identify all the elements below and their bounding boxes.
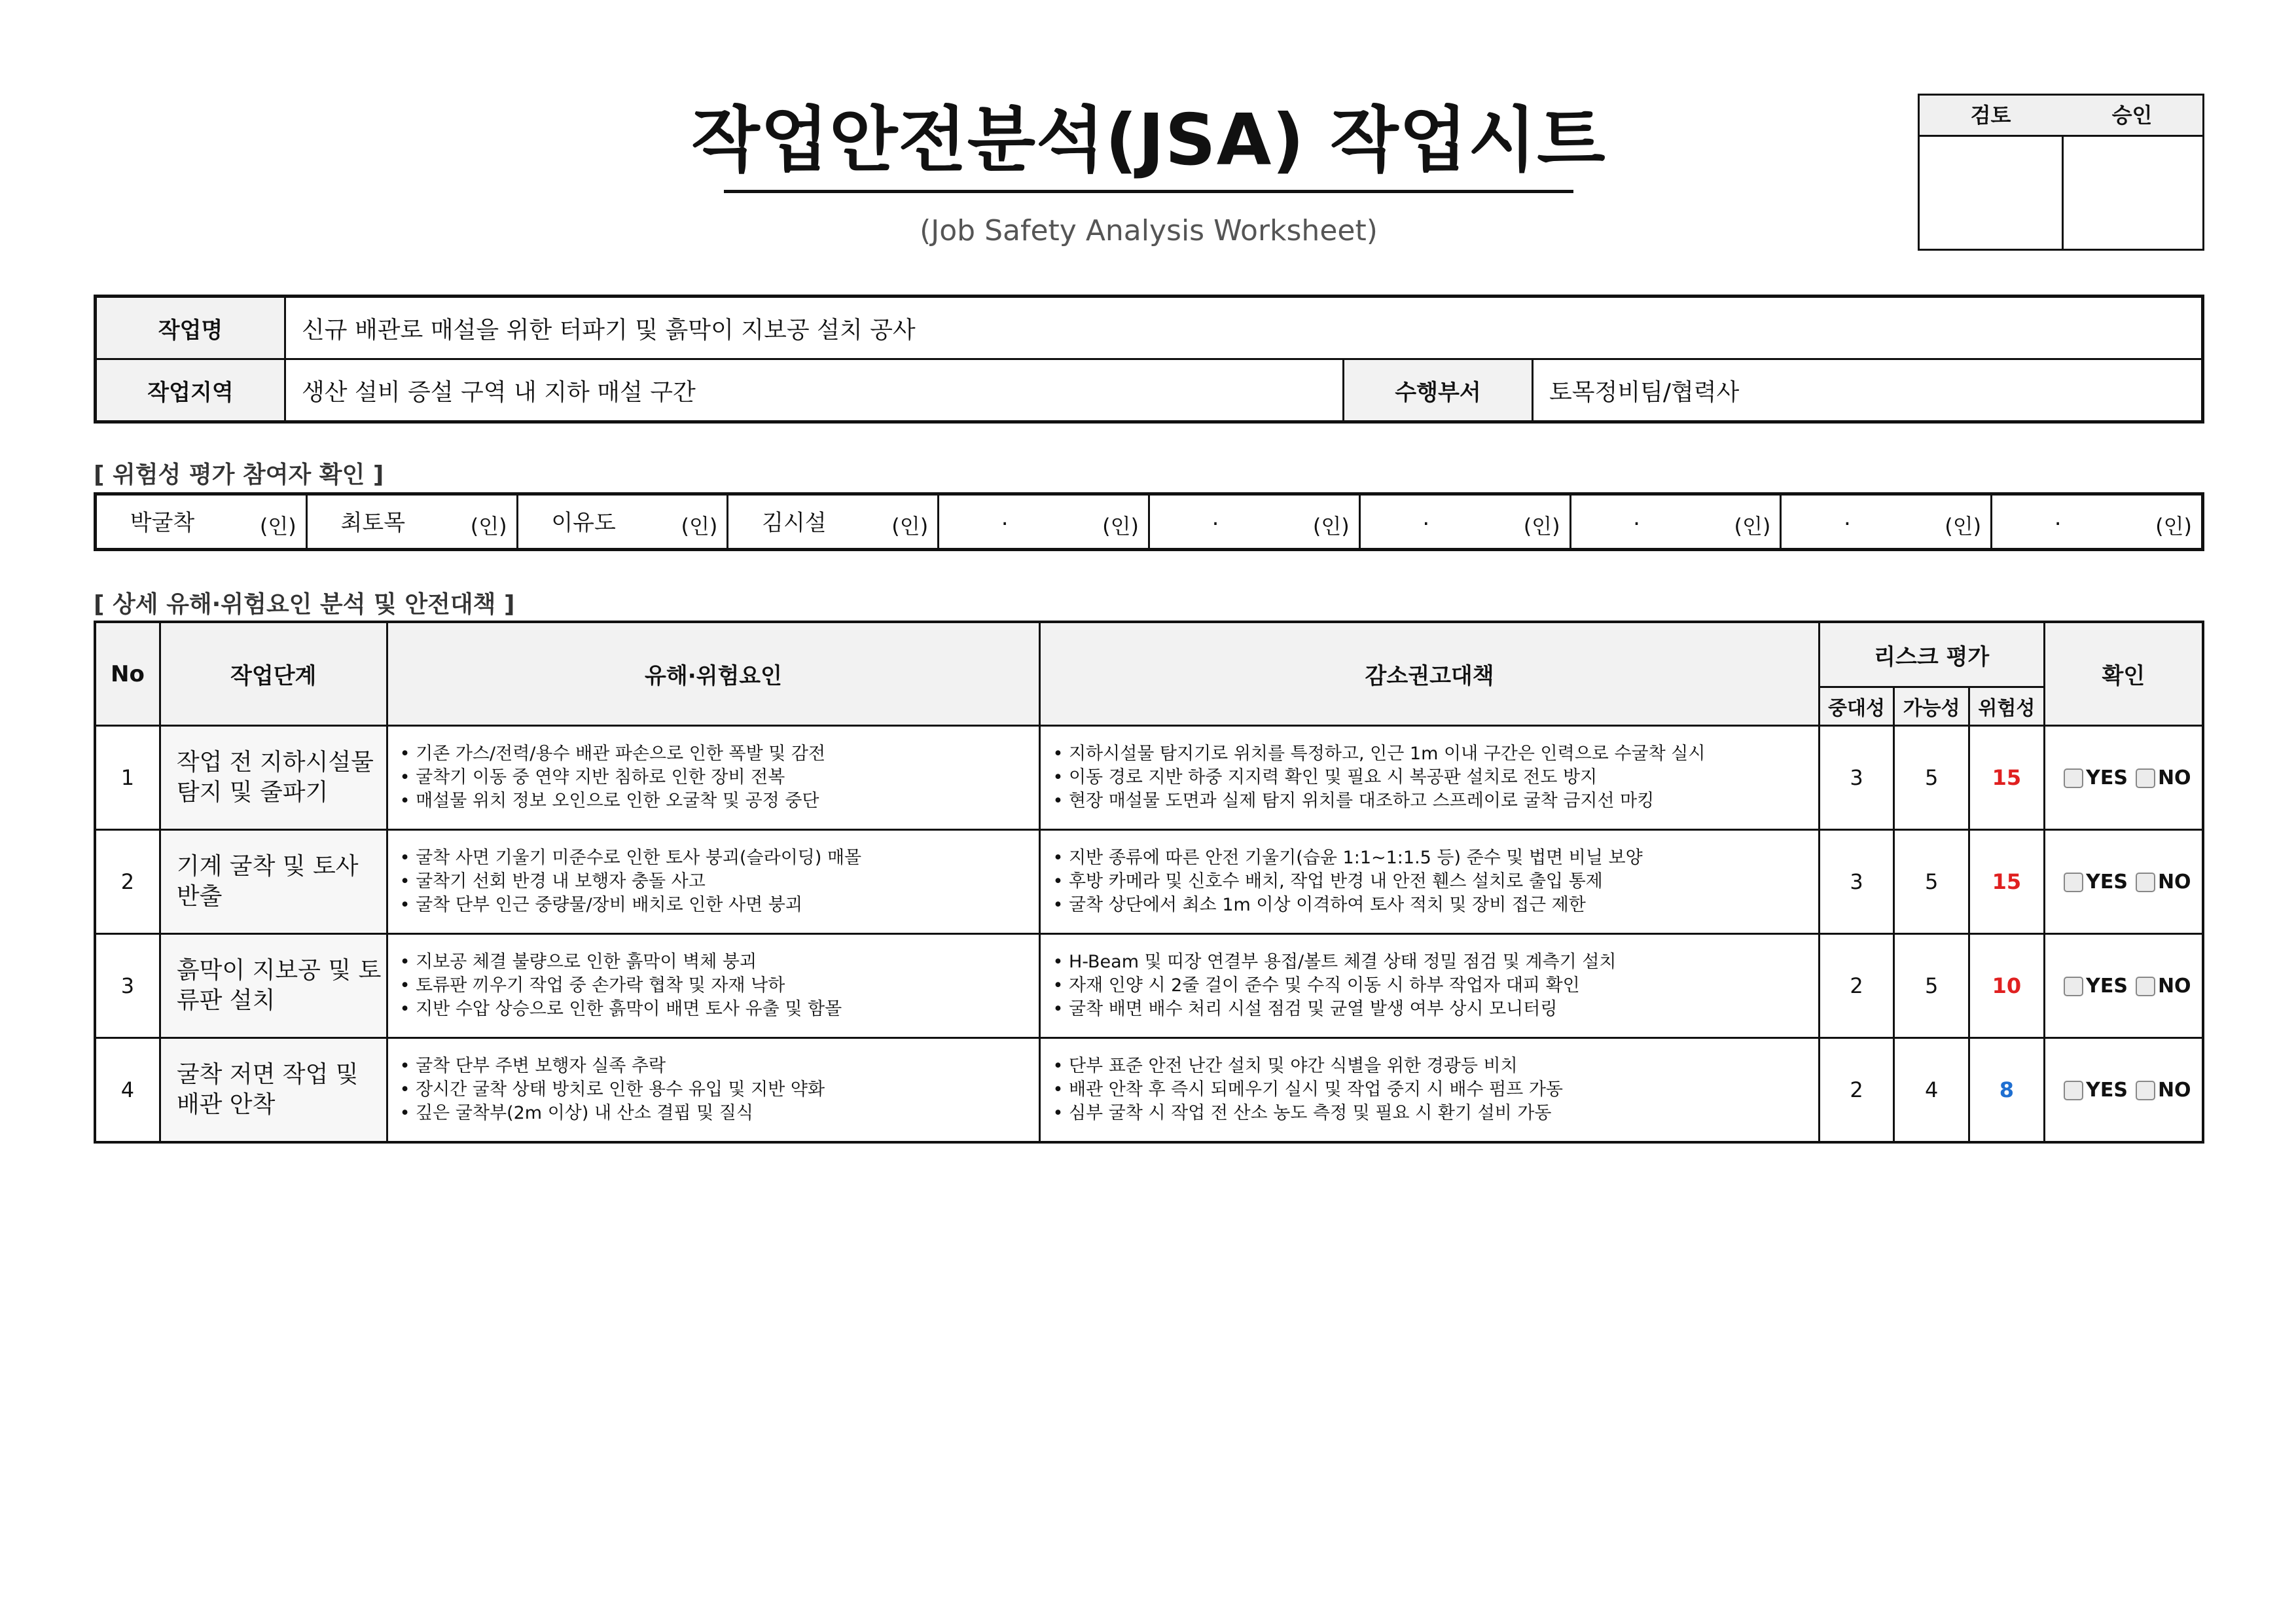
table-row bbox=[95, 726, 2203, 830]
work-step: 작업 전 지하시설물 탐지 및 줄파기 bbox=[160, 726, 387, 830]
dept-label: 수행부서 bbox=[1344, 359, 1533, 422]
participant-seal: (인) bbox=[1102, 514, 1139, 539]
measure-list bbox=[1040, 830, 1819, 934]
confirm-yes-label: YES bbox=[2086, 975, 2128, 998]
measure-item: • 굴착 배면 배수 처리 시설 점검 및 균열 발생 여부 상시 모니터링 bbox=[1052, 999, 1558, 1019]
confirm-no-label: NO bbox=[2157, 1079, 2191, 1102]
col-measure-header: 감소권고대책 bbox=[1040, 622, 1819, 726]
job-name-label: 작업명 bbox=[96, 297, 285, 359]
measure-item: • 지하시설물 탐지기로 위치를 특정하고, 인근 1m 이내 구간은 인력으로 수굴착 실시 bbox=[1052, 744, 1706, 764]
risk-value: 10 bbox=[1969, 934, 2044, 1038]
hazard-list bbox=[387, 830, 1040, 934]
confirm-cell bbox=[2044, 934, 2203, 1038]
likelihood-value: 5 bbox=[1894, 934, 1969, 1038]
participant-name: 김시설 bbox=[762, 510, 827, 536]
participant-name: 박굴착 bbox=[130, 510, 195, 536]
confirm-no-label: NO bbox=[2157, 871, 2191, 893]
confirm-no-checkbox[interactable] bbox=[2136, 1081, 2155, 1100]
participant-cell[interactable] bbox=[939, 494, 1149, 550]
participant-cell[interactable] bbox=[1570, 494, 1781, 550]
measure-item: • 배관 안착 후 즉시 되메우기 실시 및 작업 중지 시 배수 펌프 가동 bbox=[1052, 1079, 1563, 1100]
hazard-list bbox=[387, 1038, 1040, 1143]
hazard-list bbox=[387, 934, 1040, 1038]
work-area-value[interactable]: 생산 설비 증설 구역 내 지하 매설 구간 bbox=[285, 359, 1344, 422]
table-row bbox=[95, 1038, 2203, 1143]
approval-review-label: 검토 bbox=[1920, 96, 2064, 137]
confirm-yes-checkbox[interactable] bbox=[2064, 1081, 2083, 1100]
table-row bbox=[95, 934, 2203, 1038]
confirm-yes-label: YES bbox=[2086, 767, 2128, 789]
participant-seal: (인) bbox=[1312, 514, 1350, 539]
measure-item: • 후방 카메라 및 신호수 배치, 작업 반경 내 안전 휀스 설치로 출입 통제 bbox=[1052, 871, 1603, 892]
likelihood-value: 4 bbox=[1894, 1038, 1969, 1143]
jsa-analysis-table bbox=[94, 621, 2204, 1144]
hazard-item: • 기존 가스/전력/용수 배관 파손으로 인한 폭발 및 감전 bbox=[399, 744, 826, 764]
col-severity-header: 중대성 bbox=[1819, 687, 1894, 726]
risk-value: 15 bbox=[1969, 830, 2044, 934]
measure-item: • 단부 표준 안전 난간 설치 및 야간 식별을 위한 경광등 비치 bbox=[1052, 1056, 1518, 1076]
work-step: 흙막이 지보공 및 토류판 설치 bbox=[160, 934, 387, 1038]
confirm-cell bbox=[2044, 726, 2203, 830]
participant-name: . bbox=[1001, 505, 1009, 531]
severity-value: 3 bbox=[1819, 830, 1894, 934]
row-number: 3 bbox=[95, 934, 160, 1038]
work-step: 굴착 저면 작업 및 배관 안착 bbox=[160, 1038, 387, 1143]
row-number: 1 bbox=[95, 726, 160, 830]
hazard-list bbox=[387, 726, 1040, 830]
likelihood-value: 5 bbox=[1894, 830, 1969, 934]
participant-cell[interactable] bbox=[728, 494, 939, 550]
hazard-item: • 깊은 굴착부(2m 이상) 내 산소 결핍 및 질식 bbox=[399, 1103, 753, 1123]
hazard-item: • 지보공 체결 불량으로 인한 흙막이 벽체 붕괴 bbox=[399, 952, 757, 972]
confirm-yes-label: YES bbox=[2086, 1079, 2128, 1102]
hazard-item: • 굴착 단부 주변 보행자 실족 추락 bbox=[399, 1056, 666, 1076]
row-number: 4 bbox=[95, 1038, 160, 1143]
participant-cell[interactable] bbox=[306, 494, 517, 550]
hazard-item: • 장시간 굴착 상태 방치로 인한 용수 유입 및 지반 약화 bbox=[399, 1079, 825, 1100]
participant-name: . bbox=[1843, 505, 1851, 531]
confirm-no-checkbox[interactable] bbox=[2136, 977, 2155, 996]
col-risk-header: 리스크 평가 bbox=[1819, 622, 2044, 687]
participant-seal: (인) bbox=[470, 514, 507, 539]
page-title: 작업안전분석(JSA) 작업시트 bbox=[691, 99, 1606, 181]
participants-section-label: [ 위험성 평가 참여자 확인 ] bbox=[94, 461, 384, 488]
measure-item: • 자재 인양 시 2줄 걸이 준수 및 수직 이동 시 하부 작업자 대피 확인 bbox=[1052, 975, 1580, 996]
col-no-header: No bbox=[95, 622, 160, 726]
severity-value: 2 bbox=[1819, 1038, 1894, 1143]
measure-item: • 심부 굴착 시 작업 전 산소 농도 측정 및 필요 시 환기 설비 가동 bbox=[1052, 1103, 1552, 1123]
confirm-no-checkbox[interactable] bbox=[2136, 768, 2155, 788]
work-step: 기계 굴착 및 토사 반출 bbox=[160, 830, 387, 934]
likelihood-value: 5 bbox=[1894, 726, 1969, 830]
confirm-cell bbox=[2044, 830, 2203, 934]
measure-item: • 굴착 상단에서 최소 1m 이상 이격하여 토사 적치 및 장비 접근 제한 bbox=[1052, 895, 1586, 915]
title-underline bbox=[724, 190, 1573, 193]
col-likelihood-header: 가능성 bbox=[1894, 687, 1969, 726]
job-info-table bbox=[94, 295, 2204, 424]
confirm-yes-checkbox[interactable] bbox=[2064, 977, 2083, 996]
confirm-no-label: NO bbox=[2157, 767, 2191, 789]
measure-list bbox=[1040, 934, 1819, 1038]
participant-cell[interactable] bbox=[1992, 494, 2203, 550]
approval-divider bbox=[2062, 135, 2064, 249]
participant-seal: (인) bbox=[681, 514, 718, 539]
measure-list bbox=[1040, 1038, 1819, 1143]
participant-name: 이유도 bbox=[551, 510, 616, 536]
job-name-value[interactable]: 신규 배관로 매설을 위한 터파기 및 흙막이 지보공 설치 공사 bbox=[285, 297, 2203, 359]
row-number: 2 bbox=[95, 830, 160, 934]
participant-name: . bbox=[1422, 505, 1430, 531]
participant-cell[interactable] bbox=[1359, 494, 1570, 550]
participant-name: . bbox=[2054, 505, 2062, 531]
participant-cell[interactable] bbox=[517, 494, 728, 550]
confirm-yes-label: YES bbox=[2086, 871, 2128, 893]
risk-value: 8 bbox=[1969, 1038, 2044, 1143]
hazard-item: • 굴착기 선회 반경 내 보행자 충돌 사고 bbox=[399, 871, 706, 892]
confirm-cell bbox=[2044, 1038, 2203, 1143]
measure-item: • 현장 매설물 도면과 실제 탐지 위치를 대조하고 스프레이로 굴착 금지선 마킹 bbox=[1052, 791, 1655, 811]
participant-seal: (인) bbox=[1945, 514, 1982, 539]
participant-seal: (인) bbox=[259, 514, 296, 539]
col-confirm-header: 확인 bbox=[2044, 622, 2203, 726]
confirm-no-checkbox[interactable] bbox=[2136, 873, 2155, 892]
measure-list bbox=[1040, 726, 1819, 830]
table-row bbox=[95, 830, 2203, 934]
participants-table bbox=[94, 492, 2204, 551]
participant-cell[interactable] bbox=[96, 494, 307, 550]
measure-item: • H-Beam 및 띠장 연결부 용접/볼트 체결 상태 정밀 점검 및 계측기 설치 bbox=[1052, 952, 1617, 972]
participant-seal: (인) bbox=[891, 514, 929, 539]
participant-name: . bbox=[1211, 505, 1219, 531]
page-subtitle: (Job Safety Analysis Worksheet) bbox=[920, 214, 1378, 247]
severity-value: 2 bbox=[1819, 934, 1894, 1038]
hazard-item: • 지반 수압 상승으로 인한 흙막이 배면 토사 유출 및 함몰 bbox=[399, 999, 842, 1019]
confirm-no-label: NO bbox=[2157, 975, 2191, 998]
participant-cell[interactable] bbox=[1781, 494, 1992, 550]
col-step-header: 작업단계 bbox=[160, 622, 387, 726]
hazard-item: • 굴착 사면 기울기 미준수로 인한 토사 붕괴(슬라이딩) 매몰 bbox=[399, 848, 862, 868]
severity-value: 3 bbox=[1819, 726, 1894, 830]
measure-item: • 지반 종류에 따른 안전 기울기(습윤 1:1~1:1.5 등) 준수 및 법면 비닐 보양 bbox=[1052, 848, 1643, 868]
confirm-yes-checkbox[interactable] bbox=[2064, 768, 2083, 788]
participant-name: 최토목 bbox=[340, 510, 406, 536]
analysis-section-label: [ 상세 유해·위험요인 분석 및 안전대책 ] bbox=[94, 591, 515, 618]
col-hazard-header: 유해·위험요인 bbox=[387, 622, 1040, 726]
confirm-yes-checkbox[interactable] bbox=[2064, 873, 2083, 892]
col-riskval-header: 위험성 bbox=[1969, 687, 2044, 726]
risk-value: 15 bbox=[1969, 726, 2044, 830]
participant-seal: (인) bbox=[1734, 514, 1771, 539]
participant-name: . bbox=[1633, 505, 1640, 531]
hazard-item: • 굴착 단부 인근 중량물/장비 배치로 인한 사면 붕괴 bbox=[399, 895, 802, 915]
measure-item: • 이동 경로 지반 하중 지지력 확인 및 필요 시 복공판 설치로 전도 방지 bbox=[1052, 767, 1598, 787]
approval-box bbox=[1918, 94, 2204, 251]
hazard-item: • 굴착기 이동 중 연약 지반 침하로 인한 장비 전복 bbox=[399, 767, 785, 787]
participant-cell[interactable] bbox=[1149, 494, 1359, 550]
participant-seal: (인) bbox=[1523, 514, 1560, 539]
approval-approve-label: 승인 bbox=[2062, 96, 2202, 137]
dept-value[interactable]: 토목정비팀/협력사 bbox=[1533, 359, 2203, 422]
participant-seal: (인) bbox=[2155, 514, 2192, 539]
hazard-item: • 토류판 끼우기 작업 중 손가락 협착 및 자재 낙하 bbox=[399, 975, 785, 996]
hazard-item: • 매설물 위치 정보 오인으로 인한 오굴착 및 공정 중단 bbox=[399, 791, 819, 811]
work-area-label: 작업지역 bbox=[96, 359, 285, 422]
